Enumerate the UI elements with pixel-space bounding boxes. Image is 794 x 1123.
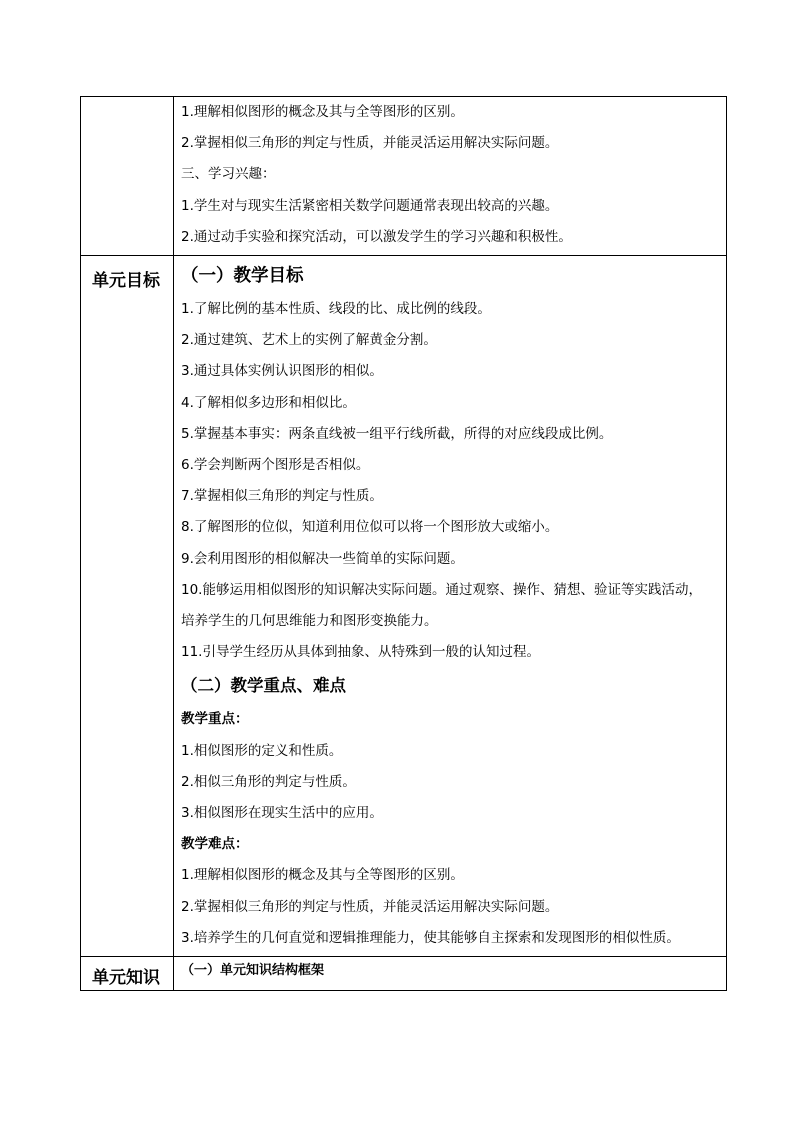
text-line: 三、学习兴趣： — [181, 166, 276, 183]
difficult-point-item: 2.掌握相似三角形的判定与性质，并能灵活运用解决实际问题。 — [181, 898, 559, 915]
goal-item: 4.了解相似多边形和相似比。 — [181, 394, 356, 411]
table-row — [81, 956, 726, 990]
row-content — [174, 256, 726, 956]
row-content — [174, 97, 726, 255]
goal-item: 10.能够运用相似图形的知识解决实际问题。通过观察、操作、猜想、验证等实践活动， — [181, 581, 702, 598]
difficult-point-item: 3.培养学生的几何直觉和逻辑推理能力，使其能够自主探索和发现图形的相似性质。 — [181, 929, 680, 946]
text-line: 1.学生对与现实生活紧密相关数学问题通常表现出较高的兴趣。 — [181, 197, 559, 214]
goal-item: 2.通过建筑、艺术上的实例了解黄金分割。 — [181, 332, 437, 349]
goal-item: 6.学会判断两个图形是否相似。 — [181, 457, 370, 474]
section-title-teaching-goals: （一）教学目标 — [181, 266, 304, 287]
key-points-label: 教学重点： — [181, 711, 249, 728]
text-line: 1.理解相似图形的概念及其与全等图形的区别。 — [181, 104, 464, 120]
row-label-unit-knowledge: 单元知识 — [81, 957, 174, 990]
text-line: 2.掌握相似三角形的判定与性质，并能灵活运用解决实际问题。 — [181, 135, 559, 152]
key-point-item: 2.相似三角形的判定与性质。 — [181, 773, 356, 790]
text-line: 2.通过动手实验和探究活动，可以激发学生的学习兴趣和积极性。 — [181, 228, 572, 245]
goal-item: 9.会利用图形的相似解决一些简单的实际问题。 — [181, 550, 464, 567]
goal-item: 1.了解比例的基本性质、线段的比、成比例的线段。 — [181, 301, 491, 318]
goal-item: 11.引导学生经历从具体到抽象、从特殊到一般的认知过程。 — [181, 644, 540, 661]
goal-item: 5.掌握基本事实：两条直线被一组平行线所截，所得的对应线段成比例。 — [181, 425, 613, 442]
key-point-item: 1.相似图形的定义和性质。 — [181, 742, 343, 759]
goal-item: 培养学生的几何思维能力和图形变换能力。 — [181, 613, 438, 630]
row-content — [174, 957, 726, 990]
row-label-unit-goals: 单元目标 — [81, 256, 174, 956]
section-title-key-difficult: （二）教学重点、难点 — [181, 676, 346, 696]
row-label — [81, 97, 174, 255]
table-row — [81, 255, 726, 956]
difficult-points-label: 教学难点： — [181, 836, 249, 853]
table-row — [81, 97, 726, 255]
goal-item: 8.了解图形的位似，知道利用位似可以将一个图形放大或缩小。 — [181, 519, 559, 536]
key-point-item: 3.相似图形在现实生活中的应用。 — [181, 805, 383, 822]
difficult-point-item: 1.理解相似图形的概念及其与全等图形的区别。 — [181, 867, 464, 884]
goal-item: 3.通过具体实例认识图形的相似。 — [181, 363, 383, 380]
unit-plan-table — [80, 96, 727, 991]
section-title-knowledge-framework: （一）单元知识结构框架 — [181, 963, 325, 979]
goal-item: 7.掌握相似三角形的判定与性质。 — [181, 488, 383, 505]
